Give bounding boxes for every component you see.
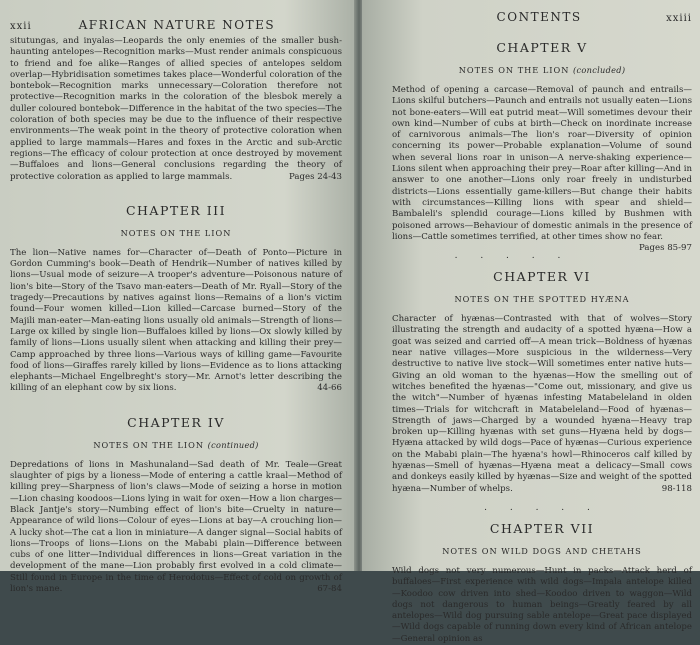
chapter-contents: Method of opening a carcase—Removal of paunch and entrails—Lions skilful butchers—Paunch and entrails not usually eaten—Lions not bone-eaters—Will eat putrid meat—Will sometimes devour their own kind—Number of cubs at birth—Check on inordinate increase of carnivorous animals—The lion's roar—Diversity of opinion concerning its power—Probable explanation—Volume of sound when several lions roar in unison—A nerve-shaking experience—Lions silent when approaching their prey—Roar after killing—And in answer to one another—Lions only roar freely in undisturbed districts—Lions essentially game-killers—But change their habits with circumstances—Killing lions with spear and shield—Bambaleli's splendid courage—Lions killed by Bushmen with poisoned arrows—Behaviour of domestic animals in the presence of lions—Cattle sometimes terrified, at other times show no fear. Pages 85-97 [392, 85, 692, 254]
left-page [0, 0, 356, 594]
continued-contents: situtungas, and inyalas—Leopards the only enemies of the smaller bush-haunting antelopes—Recognition marks—Must render animals conspicuous to friend and foe alike—Ranges of allied species of antelopes seldom overlap—Hybridisation sometimes takes place—Wonderful coloration of the bontebok—Recognition marks unnecessary—Coloration therefore not protective—Recognition marks in the coloration of the blesbok merely a duller coloured bontebok—Difference in the habitat of the two species—The coloration of both species may be due to the influence of their respective environments—The weak point in the theory of protective coloration when applied to large mammals—Hares and foxes in the Arctic and sub-Arctic regions—The efficacy of colour protection at once destroyed by movement—Buffaloes and lions—General conclusions regarding the theory of protective coloration as applied to large mammals. Pages 24-43 [10, 36, 342, 182]
right-page-number: xxiii [666, 13, 692, 24]
right-page [362, 0, 700, 644]
chapter-pages: 44-66 [317, 383, 342, 394]
section-title: NOTES ON WILD DOGS AND CHETAHS [442, 545, 642, 556]
chapter-contents: The lion—Native names for—Character of—Death of Ponto—Picture in Gordon Cumming's book—Death of Hendrik—Number of natives killed by lions—Usual mode of seizure—A trooper's adventure—Poisonous nature of lion's bite—Story of the Tsavo man-eaters—Death of Mr. Ryall—Story of the tragedy—Precautions by natives against lions—Remains of a lion's victim found—Four women killed—Lion killed—Carcase burned—Story of the Majili man-eater—Man-eating lions usually old animals—Strength of lions—Large ox killed by single lion—Buffaloes killed by lions—Ox slowly killed by family of lions—Lions usually silent when attacking and killing their prey—Camp approached by three lions—Various ways of killing game—Favourite food of lions—Giraffes rarely killed by lions—Evidence as to lions attacking elephants—Michael Engelbreght's story—Mr. Arnot's letter describing the killing of an elephant cow by six lions. 44-66 [10, 247, 342, 394]
chapter-heading: CHAPTER VII [489, 520, 595, 536]
chapter-contents: Character of hyænas—Contrasted with that of wolves—Story illustrating the strength and audacity of a spotted hyæna—How a goat was seized and carried off—A mean trick—Boldness of hyænas near native villages—More suspicious in the wilderness—Very destructive to native live stock—Will sometimes enter native huts—Giving an old woman to the hyænas—How the smelling out of witches benefited the hyænas—"Come out, missionary, and give us the witch"—Number of hyænas infesting Matabeleland in olden times—Trials for witchcraft in Matabeleland—Food of hyænas—Strength of jaws—Charged by a wounded hyæna—Heavy trap broken up—Killing hyænas with set guns—Hyæna held by dogs—Hyæna attacked by wild dogs—Pace of hyænas—Curious experience on the Mababi plain—The hyæna's howl—Rhinoceros calf killed by hyænas—Smell of hyænas—Hyæna meat a delicacy—Small cows and donkeys easily killed by hyænas—Size and weight of the spotted hyæna—Number of whelps. 98-118 [392, 314, 692, 494]
chapter-pages: 98-118 [661, 483, 692, 494]
chapter-pages: Pages 85-97 [638, 243, 692, 254]
chapter-contents: Depredations of lions in Mashunaland—Sad death of Mr. Teale—Great slaughter of pigs by a lioness—Mode of entering a cattle kraal—Method of killing prey—Sharpness of lion's claws—Mode of seizing a horse in motion—Lion chasing koodoos—Lions lying in wait for oxen—How a lion charges—Black Jantje's story—Numbing effect of lion's bite—Cruelty in nature—Appearance of wild lions—Colour of eyes—Lions at bay—A crouching lion—A lucky shot—The cat a lion in miniature—A danger signal—Social habits of lions—Troops of lions—Lions on the Mababi plain—Difference between cubs of one litter—Individual differences in lions—Great variation in the development of the mane—Lion probably first evolved in a cold climate—Still found in Europe in the time of Herodotus—Effect of cold on growth of lion's mane. 67-84 [10, 459, 342, 594]
chapter-heading: CHAPTER IV [127, 414, 225, 430]
section-title: NOTES ON THE LION (continued) [93, 439, 259, 450]
chapter-pages: 67-84 [317, 583, 342, 594]
continued-pages: Pages 24-43 [288, 171, 342, 182]
section-title: NOTES ON THE SPOTTED HYÆNA [454, 294, 630, 305]
right-running-title: CONTENTS [496, 10, 582, 24]
chapter-heading: CHAPTER VI [493, 269, 591, 285]
left-running-head [10, 18, 342, 32]
section-title: NOTES ON THE LION [120, 227, 232, 238]
left-page-number: xxii [10, 21, 32, 32]
dot-separator: . . . . . [484, 502, 600, 513]
dot-separator: . . . . . [454, 251, 571, 262]
chapter-heading: CHAPTER III [125, 202, 227, 218]
section-note: (concluded) [573, 65, 626, 75]
right-running-head [392, 10, 692, 24]
chapter-contents: Wild dogs not very numerous—Hunt in packs—Attack herd of buffaloes—First experience with wild dogs—Impala antelope killed—Koodoo cow driven into shed—Koodoo driven to waggon—Wild dogs not dangerous to human beings—Greatly feared by all antelopes—Wild dog pursuing sable antelope—Great pace displayed—Wild dogs capable of running down every kind of African antelope—General opinion as [392, 565, 692, 644]
section-note: (continued) [207, 439, 259, 450]
left-running-title: AFRICAN NATURE NOTES [78, 18, 276, 32]
section-title: NOTES ON THE LION (concluded) [458, 65, 626, 75]
chapter-heading: CHAPTER V [496, 40, 588, 55]
